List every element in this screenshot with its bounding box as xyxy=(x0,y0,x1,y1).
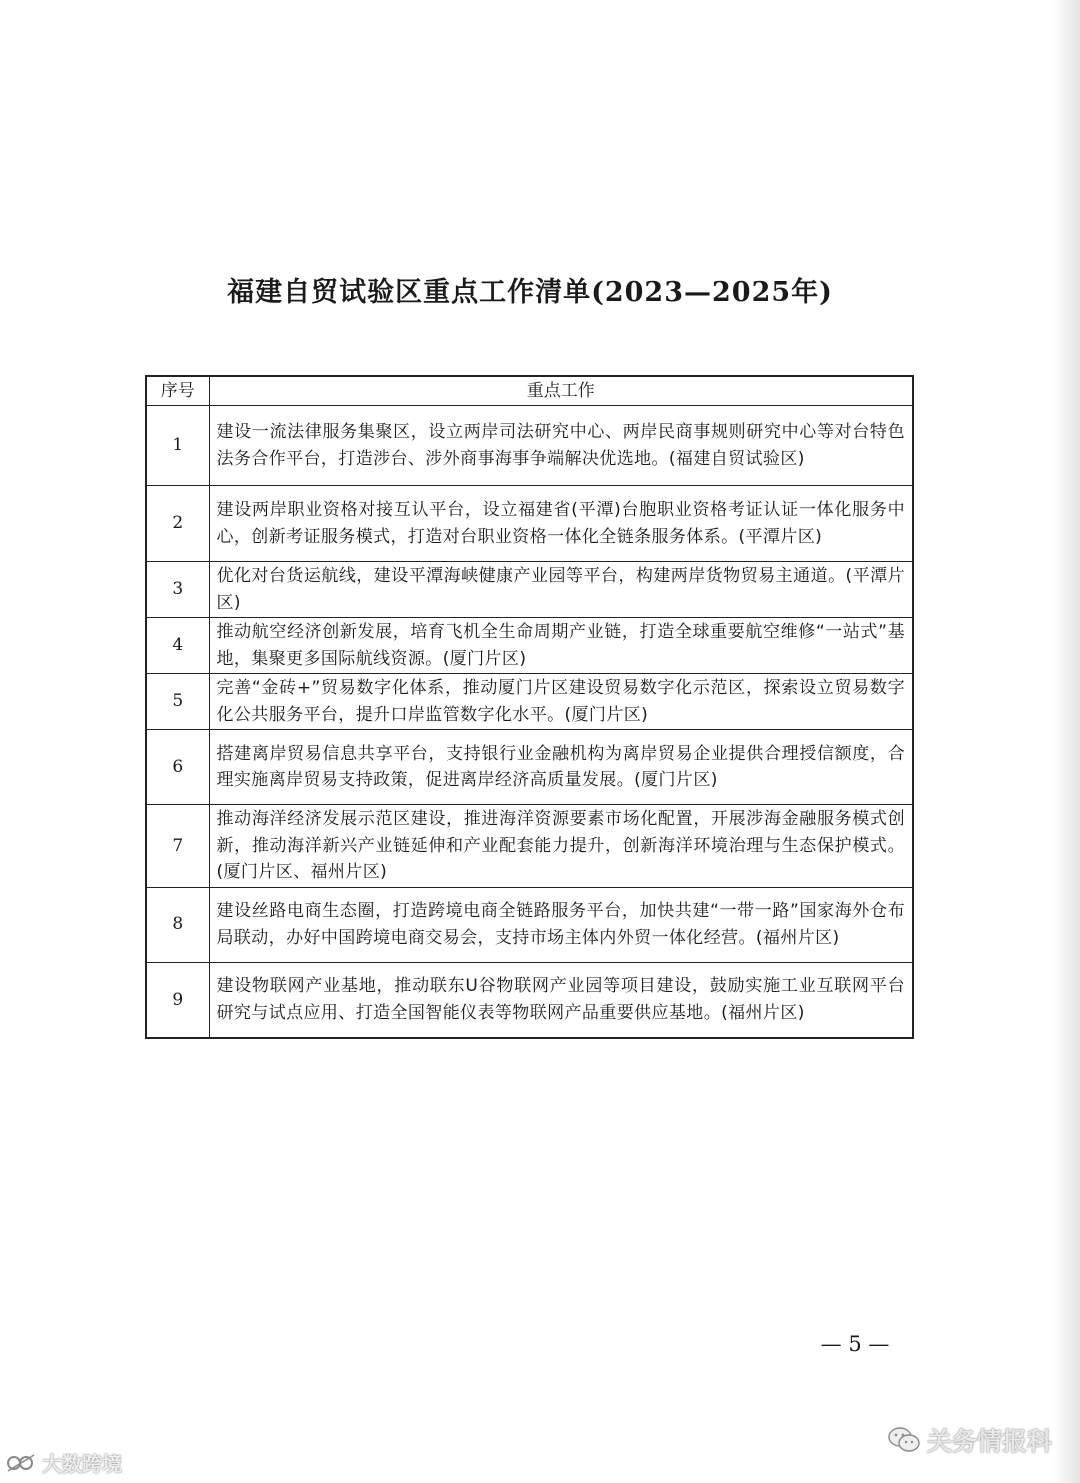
page-edge-shadow xyxy=(1054,0,1080,1483)
watermark-left-text: 大数跨境 xyxy=(42,1452,122,1476)
table-row xyxy=(146,618,913,674)
row-text: 完善“金砖+”贸易数字化体系，推动厦门片区建设贸易数字化示范区，探索设立贸易数字化公共服务平台，提升口岸监管数字化水平。(厦门片区) xyxy=(209,674,913,730)
row-number: 3 xyxy=(146,562,209,618)
row-number: 4 xyxy=(146,618,209,674)
row-text: 推动航空经济创新发展，培育飞机全生命周期产业链，打造全球重要航空维修“一站式”基地，集聚更多国际航线资源。(厦门片区) xyxy=(209,618,913,674)
row-number: 1 xyxy=(146,406,209,486)
table-row xyxy=(146,406,913,486)
row-text: 优化对台货运航线，建设平潭海峡健康产业园等平台，构建两岸货物贸易主通道。(平潭片区) xyxy=(209,562,913,618)
watermark-right-text: 关务情报科 xyxy=(926,1427,1052,1456)
row-number: 9 xyxy=(146,962,209,1038)
table-row xyxy=(146,887,913,962)
document-title: 福建自贸试验区重点工作清单(2023—2025年) xyxy=(227,277,833,308)
row-text: 搭建离岸贸易信息共享平台，支持银行业金融机构为离岸贸易企业提供合理授信额度，合理实施离岸贸易支持政策，促进离岸经济高质量发展。(厦门片区) xyxy=(209,730,913,805)
row-number: 2 xyxy=(146,486,209,562)
row-text: 建设物联网产业基地，推动联东U谷物联网产业园等项目建设，鼓励实施工业互联网平台研究与试点应用、打造全国智能仪表等物联网产品重要供应基地。(福州片区) xyxy=(209,962,913,1038)
row-number: 6 xyxy=(146,730,209,805)
row-text: 建设两岸职业资格对接互认平台，设立福建省(平潭)台胞职业资格考证认证一体化服务中心，创新考证服务模式，打造对台职业资格一体化全链条服务体系。(平潭片区) xyxy=(209,486,913,562)
dashukuajing-logo-icon xyxy=(6,1451,36,1475)
table-row xyxy=(146,486,913,562)
table-row xyxy=(146,962,913,1038)
row-text: 建设一流法律服务集聚区，设立两岸司法研究中心、两岸民商事规则研究中心等对台特色法务合作平台，打造涉台、涉外商事海事争端解决优选地。(福建自贸试验区) xyxy=(209,406,913,486)
page-number: — 5 — xyxy=(820,1332,890,1356)
table-row xyxy=(146,805,913,888)
header-key-work: 重点工作 xyxy=(209,376,913,406)
row-number: 5 xyxy=(146,674,209,730)
row-number: 8 xyxy=(146,887,209,962)
header-serial-number: 序号 xyxy=(146,376,209,406)
watermark-right xyxy=(887,1422,1052,1458)
work-list-table xyxy=(145,375,914,1039)
row-text: 建设丝路电商生态圈，打造跨境电商全链路服务平台，加快共建“一带一路”国家海外仓布局联动，办好中国跨境电商交易会，支持市场主体内外贸一体化经营。(福州片区) xyxy=(209,887,913,962)
table-row xyxy=(146,562,913,618)
table-row xyxy=(146,674,913,730)
row-text: 推动海洋经济发展示范区建设，推进海洋资源要素市场化配置，开展涉海金融服务模式创新，推动海洋新兴产业链延伸和产业配套能力提升，创新海洋环境治理与生态保护模式。(厦门片区、福州片区) xyxy=(209,805,913,888)
wechat-icon xyxy=(887,1426,921,1454)
table-header-row xyxy=(146,376,913,406)
watermark-left xyxy=(6,1448,122,1477)
table-row xyxy=(146,730,913,805)
row-number: 7 xyxy=(146,805,209,888)
